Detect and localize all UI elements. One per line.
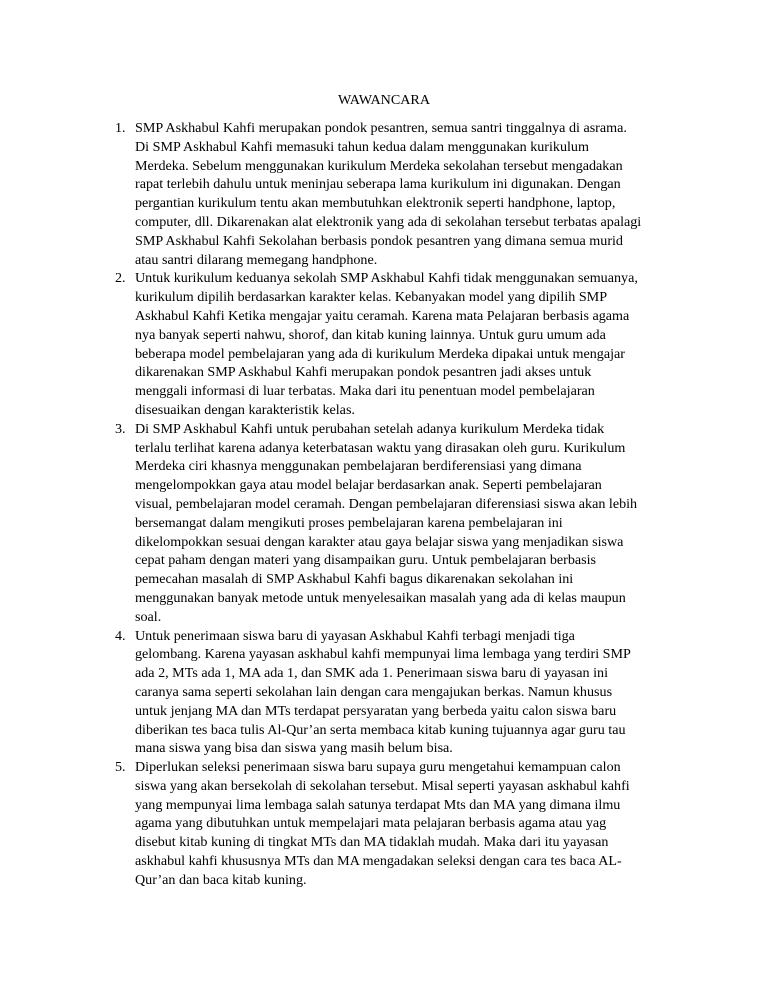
paragraph-line: computer, dll. Dikarenakan alat elektronik yang ada di sekolahan tersebut terbatas apalagi (135, 213, 642, 230)
interview-answer-list (0, 119, 641, 890)
paragraph-line: disesuaikan dengan karakteristik kelas. (135, 401, 355, 418)
paragraph-line: yang mempunyai lima lembaga salah satunya terdapat Mts dan MA yang dimana ilmu (135, 796, 621, 813)
paragraph-line: Untuk kurikulum keduanya sekolah SMP Askhabul Kahfi tidak menggunakan semuanya, (135, 270, 638, 287)
paragraph-line: dikelompokkan sesuai dengan karakter atau gaya belajar siswa yang menjadikan siswa (135, 533, 624, 550)
paragraph-line: soal. (135, 608, 162, 625)
list-item-number: 5. (115, 759, 126, 776)
paragraph-line: Di SMP Askhabul Kahfi memasuki tahun kedua dalam menggunakan kurikulum (135, 138, 589, 155)
list-item-number: 4. (115, 627, 126, 644)
paragraph-line: Merdeka ciri khasnya menggunakan pembelajaran berdiferensiasi yang dimana (135, 458, 582, 475)
list-item (0, 627, 641, 759)
paragraph-line: menggali informasi di luar terbatas. Maka dari itu penentuan model pembelajaran (135, 383, 595, 400)
paragraph-line: pergantian kurikulum tentu akan membutuhkan elektronik seperti handphone, laptop, (135, 195, 616, 212)
paragraph-line: siswa yang akan bersekolah di sekolahan tersebut. Misal seperti yayasan askhabul kahfi (135, 777, 630, 794)
paragraph-line: menggunakan banyak metode untuk menyelesaikan masalah yang ada di kelas maupun (135, 589, 626, 606)
document-title: WAWANCARA (337, 92, 431, 108)
paragraph-line: atau santri dilarang memegang handphone. (135, 251, 378, 268)
paragraph-line: ada 2, MTs ada 1, MA ada 1, dan SMK ada 1. Penerimaan siswa baru di yayasan ini (135, 665, 609, 682)
paragraph-line: dikarenakan SMP Askhabul Kahfi merupakan pondok pesantren jadi akses untuk (135, 364, 592, 381)
list-item-number: 2. (115, 270, 126, 287)
paragraph-line: SMP Askhabul Kahfi Sekolahan berbasis pondok pesantren yang dimana semua murid (135, 232, 623, 249)
paragraph-line: askhabul kahfi khususnya MTs dan MA mengadakan seleksi dengan cara tes baca AL- (135, 853, 622, 870)
paragraph-line: terlalu terlihat karena adanya keterbatasan waktu yang dirasakan oleh guru. Kurikulum (135, 439, 626, 456)
paragraph-line: Merdeka. Sebelum menggunakan kurikulum Merdeka sekolahan tersebut mengadakan (135, 157, 623, 174)
paragraph-line: bersemangat dalam mengikuti proses pembelajaran karena pembelajaran ini (135, 514, 563, 531)
list-item (0, 420, 641, 627)
list-item (0, 119, 641, 269)
paragraph-line: mana siswa yang bisa dan siswa yang masih belum bisa. (135, 740, 453, 757)
paragraph-line: untuk jenjang MA dan MTs terdapat persyaratan yang berbeda yaitu calon siswa baru (135, 702, 617, 719)
paragraph-line: nya banyak seperti nahwu, shorof, dan kitab kuning lainnya. Untuk guru umum ada (135, 326, 606, 343)
paragraph-line: rapat terlebih dahulu untuk meninjau seberapa lama kurikulum ini digunakan. Dengan (135, 176, 621, 193)
paragraph-line: disebut kitab kuning di tingkat MTs dan MA tidaklah mudah. Maka dari itu yayasan (135, 834, 609, 851)
paragraph-line: agama yang dibutuhkan untuk mempelajari mata pelajaran berbasis agama atau yag (135, 815, 607, 832)
paragraph-line: beberapa model pembelajaran yang ada di kurikulum Merdeka dipakai untuk mengajar (135, 345, 625, 362)
paragraph-line: Qur’an dan baca kitab kuning. (135, 871, 307, 888)
list-item-number: 3. (115, 420, 126, 437)
paragraph-line: mengelompokkan gaya atau model belajar berdasarkan anak. Seperti pembelajaran (135, 477, 602, 494)
list-item-number: 1. (115, 120, 126, 136)
paragraph-line: cepat paham dengan materi yang disampaikan guru. Untuk pembelajaran berbasis (135, 552, 597, 569)
paragraph-line: SMP Askhabul Kahfi merupakan pondok pesantren, semua santri tinggalnya di asrama. (135, 120, 627, 136)
paragraph-line: Di SMP Askhabul Kahfi untuk perubahan setelah adanya kurikulum Merdeka tidak (135, 420, 605, 437)
paragraph-line: kurikulum dipilih berdasarkan karakter kelas. Kebanyakan model yang dipilih SMP (135, 289, 608, 306)
paragraph-line: Askhabul Kahfi Ketika mengajar yaitu ceramah. Karena mata Pelajaran berbasis agama (135, 307, 630, 324)
list-item (0, 758, 641, 890)
list-item (0, 269, 641, 419)
paragraph-line: Untuk penerimaan siswa baru di yayasan Askhabul Kahfi terbagi menjadi tiga (135, 627, 575, 644)
paragraph-line: gelombang. Karena yayasan askhabul kahfi mempunyai lima lembaga yang terdiri SMP (135, 646, 631, 663)
paragraph-line: Diperlukan seleksi penerimaan siswa baru supaya guru mengetahui kemampuan calon (135, 759, 621, 776)
paragraph-line: pemecahan masalah di SMP Askhabul Kahfi bagus dikarenakan sekolahan ini (135, 571, 574, 588)
paragraph-line: caranya sama seperti sekolahan lain dengan cara mengajukan berkas. Namun khusus (135, 683, 613, 700)
paragraph-line: visual, pembelajaran model ceramah. Dengan pembelajaran diferensiasi siswa akan lebih (135, 495, 638, 512)
paragraph-line: diberikan tes baca tulis Al-Qur’an serta membaca kitab kuning tujuannya agar guru tau (135, 721, 626, 738)
